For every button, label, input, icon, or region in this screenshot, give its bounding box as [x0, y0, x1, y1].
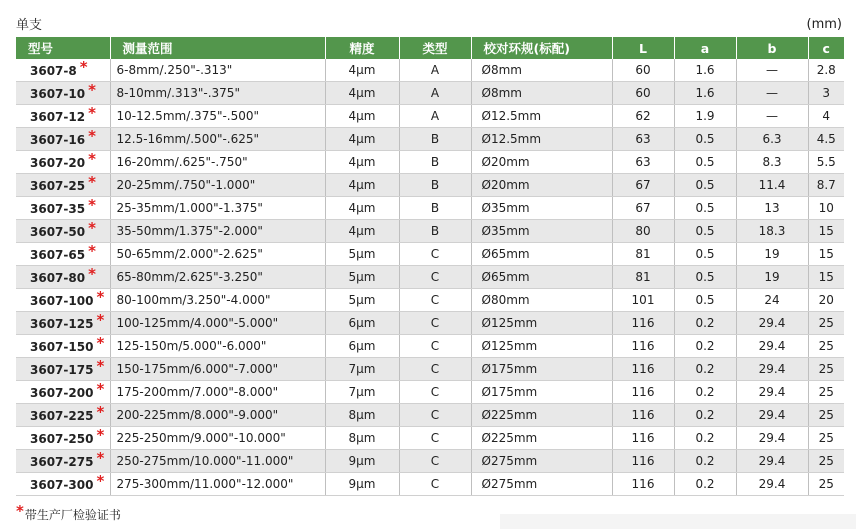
table-cell: 29.4	[736, 381, 808, 404]
table-row	[16, 266, 844, 289]
table-cell: 25	[808, 450, 844, 473]
table-cell: B	[399, 151, 471, 174]
table-cell: B	[399, 197, 471, 220]
table-cell: B	[399, 174, 471, 197]
table-cell: 8-10mm/.313"-.375"	[110, 82, 325, 105]
table-cell: 4µm	[325, 82, 399, 105]
table-cell: 80	[612, 220, 674, 243]
table-cell	[16, 404, 110, 427]
table-cell: 116	[612, 312, 674, 335]
table-cell: C	[399, 335, 471, 358]
table-cell: 81	[612, 243, 674, 266]
table-cell: 63	[612, 128, 674, 151]
table-cell: 150-175mm/6.000"-7.000"	[110, 358, 325, 381]
table-cell: A	[399, 105, 471, 128]
table-cell: 116	[612, 473, 674, 496]
table-cell: 175-200mm/7.000"-8.000"	[110, 381, 325, 404]
table-cell: 16-20mm/.625"-.750"	[110, 151, 325, 174]
table-cell: Ø20mm	[471, 151, 612, 174]
table-cell: B	[399, 220, 471, 243]
table-cell: A	[399, 82, 471, 105]
table-cell: 24	[736, 289, 808, 312]
table-cell: 4µm	[325, 197, 399, 220]
table-cell: —	[736, 59, 808, 82]
table-cell	[16, 197, 110, 220]
table-cell: 0.5	[674, 151, 736, 174]
table-cell: 0.5	[674, 197, 736, 220]
table-row	[16, 59, 844, 82]
table-cell: 0.5	[674, 243, 736, 266]
table-cell: 25	[808, 404, 844, 427]
table-cell: 4µm	[325, 59, 399, 82]
table-row	[16, 289, 844, 312]
model-number: 3607-225	[30, 409, 94, 423]
table-cell: 8.3	[736, 151, 808, 174]
table-cell: 5.5	[808, 151, 844, 174]
table-cell	[16, 151, 110, 174]
table-cell: —	[736, 82, 808, 105]
table-cell: 116	[612, 358, 674, 381]
table-cell: 6.3	[736, 128, 808, 151]
table-cell: C	[399, 427, 471, 450]
table-cell: C	[399, 312, 471, 335]
table-row	[16, 473, 844, 496]
table-cell: 8µm	[325, 404, 399, 427]
table-cell: C	[399, 266, 471, 289]
table-cell: 1.6	[674, 59, 736, 82]
table-cell: 25	[808, 381, 844, 404]
table-cell	[16, 450, 110, 473]
table-cell: 0.5	[674, 220, 736, 243]
table-cell: 3	[808, 82, 844, 105]
certificate-star-icon: *	[88, 127, 96, 145]
table-cell	[16, 473, 110, 496]
table-cell	[16, 266, 110, 289]
table-cell: Ø225mm	[471, 404, 612, 427]
table-cell: 65-80mm/2.625"-3.250"	[110, 266, 325, 289]
table-cell: 0.2	[674, 358, 736, 381]
table-row	[16, 312, 844, 335]
table-cell: 25	[808, 335, 844, 358]
table-row	[16, 404, 844, 427]
footnote	[16, 502, 121, 523]
table-cell: Ø175mm	[471, 358, 612, 381]
table-cell: Ø175mm	[471, 381, 612, 404]
header-cell: 精度	[325, 37, 399, 59]
table-cell: 29.4	[736, 427, 808, 450]
certificate-star-icon: *	[96, 403, 105, 421]
table-row	[16, 174, 844, 197]
table-cell	[16, 105, 110, 128]
certificate-star-icon: *	[96, 426, 105, 444]
table-cell: B	[399, 128, 471, 151]
table-cell: 19	[736, 266, 808, 289]
certificate-star-icon: *	[88, 150, 96, 168]
table-cell: 125-150m/5.000"-6.000"	[110, 335, 325, 358]
model-number: 3607-20	[30, 156, 86, 170]
model-number: 3607-65	[30, 248, 86, 262]
table-cell: 25	[808, 358, 844, 381]
table-cell: 19	[736, 243, 808, 266]
table-cell: 67	[612, 174, 674, 197]
table-cell: Ø125mm	[471, 335, 612, 358]
table-row	[16, 335, 844, 358]
table-cell: 7µm	[325, 358, 399, 381]
table-cell: 81	[612, 266, 674, 289]
table-header-row	[16, 37, 844, 59]
certificate-star-icon: *	[96, 449, 105, 467]
table-cell: 29.4	[736, 450, 808, 473]
certificate-star-icon: *	[96, 472, 105, 490]
certificate-star-icon: *	[88, 242, 96, 260]
table-cell: Ø275mm	[471, 450, 612, 473]
table-cell: 4µm	[325, 128, 399, 151]
table-cell: 9µm	[325, 473, 399, 496]
table-cell: 0.5	[674, 289, 736, 312]
certificate-star-icon: *	[96, 288, 105, 306]
table-cell: 225-250mm/9.000"-10.000"	[110, 427, 325, 450]
header-cell: 校对环规(标配)	[471, 37, 612, 59]
table-row	[16, 151, 844, 174]
page-title: 单支	[16, 18, 43, 33]
table-cell: Ø35mm	[471, 220, 612, 243]
table-cell: Ø125mm	[471, 312, 612, 335]
table-cell: 4µm	[325, 174, 399, 197]
table-cell: 80-100mm/3.250"-4.000"	[110, 289, 325, 312]
table-cell: 60	[612, 82, 674, 105]
table-cell: 25	[808, 427, 844, 450]
table-cell: 35-50mm/1.375"-2.000"	[110, 220, 325, 243]
table-cell: 25-35mm/1.000"-1.375"	[110, 197, 325, 220]
model-number: 3607-10	[30, 87, 86, 101]
header-cell: 测量范围	[110, 37, 325, 59]
table-cell: 13	[736, 197, 808, 220]
table-cell	[16, 59, 110, 82]
table-cell: 0.5	[674, 266, 736, 289]
table-cell: 8.7	[808, 174, 844, 197]
table-cell: 116	[612, 381, 674, 404]
table-row	[16, 358, 844, 381]
table-cell: 20-25mm/.750"-1.000"	[110, 174, 325, 197]
table-row	[16, 105, 844, 128]
model-number: 3607-8	[30, 64, 77, 78]
table-cell	[16, 220, 110, 243]
table-cell: 7µm	[325, 381, 399, 404]
header-cell: 类型	[399, 37, 471, 59]
certificate-star-icon: *	[88, 196, 96, 214]
model-number: 3607-250	[30, 432, 94, 446]
certificate-star-icon: *	[96, 311, 105, 329]
table-cell: C	[399, 381, 471, 404]
table-cell: 116	[612, 427, 674, 450]
table-cell: 0.5	[674, 128, 736, 151]
table-cell: 12.5-16mm/.500"-.625"	[110, 128, 325, 151]
table-cell: 10-12.5mm/.375"-.500"	[110, 105, 325, 128]
footnote-text: 带生产厂检验证书	[24, 508, 121, 522]
table-cell: 1.9	[674, 105, 736, 128]
table-cell: 5µm	[325, 289, 399, 312]
table-row	[16, 381, 844, 404]
table-cell	[16, 174, 110, 197]
table-cell: 5µm	[325, 243, 399, 266]
table-cell: 250-275mm/10.000"-11.000"	[110, 450, 325, 473]
table-row	[16, 82, 844, 105]
table-cell: 0.2	[674, 473, 736, 496]
header-cell: L	[612, 37, 674, 59]
table-cell: 62	[612, 105, 674, 128]
table-cell: 100-125mm/4.000"-5.000"	[110, 312, 325, 335]
header-cell: c	[808, 37, 844, 59]
table-row	[16, 220, 844, 243]
certificate-star-icon: *	[88, 81, 96, 99]
certificate-star-icon: *	[88, 173, 96, 191]
table-cell: C	[399, 358, 471, 381]
model-number: 3607-16	[30, 133, 86, 147]
table-cell: Ø275mm	[471, 473, 612, 496]
table-cell: 11.4	[736, 174, 808, 197]
model-number: 3607-35	[30, 202, 86, 216]
certificate-star-icon: *	[16, 502, 24, 520]
table-cell: 0.2	[674, 312, 736, 335]
table-cell: 50-65mm/2.000"-2.625"	[110, 243, 325, 266]
header-cell: a	[674, 37, 736, 59]
table-cell: 29.4	[736, 312, 808, 335]
table-cell: 9µm	[325, 450, 399, 473]
header-cell: 型号	[16, 37, 110, 59]
model-number: 3607-200	[30, 386, 94, 400]
table-row	[16, 450, 844, 473]
table-body	[16, 59, 844, 496]
spec-table	[16, 37, 844, 496]
table-cell: 29.4	[736, 404, 808, 427]
certificate-star-icon: *	[96, 334, 105, 352]
table-cell: 200-225mm/8.000"-9.000"	[110, 404, 325, 427]
table-cell: Ø225mm	[471, 427, 612, 450]
table-row	[16, 243, 844, 266]
table-cell: 18.3	[736, 220, 808, 243]
table-cell: 8µm	[325, 427, 399, 450]
table-cell	[16, 82, 110, 105]
table-cell: 0.2	[674, 427, 736, 450]
table-cell: C	[399, 289, 471, 312]
certificate-star-icon: *	[88, 265, 96, 283]
table-cell: 2.8	[808, 59, 844, 82]
table-cell: 20	[808, 289, 844, 312]
table-cell	[16, 358, 110, 381]
table-cell: Ø80mm	[471, 289, 612, 312]
certificate-star-icon: *	[79, 58, 88, 76]
certificate-star-icon: *	[88, 104, 96, 122]
table-cell: 63	[612, 151, 674, 174]
table-cell: 25	[808, 473, 844, 496]
table-cell: 4µm	[325, 105, 399, 128]
table-cell	[16, 312, 110, 335]
table-cell: Ø12.5mm	[471, 105, 612, 128]
table-cell: A	[399, 59, 471, 82]
table-cell: 4µm	[325, 151, 399, 174]
table-cell: 29.4	[736, 335, 808, 358]
table-cell: 116	[612, 404, 674, 427]
table-cell: Ø65mm	[471, 243, 612, 266]
footer-band	[500, 514, 856, 529]
table-cell: 1.6	[674, 82, 736, 105]
table-row	[16, 128, 844, 151]
table-cell: 15	[808, 243, 844, 266]
table-cell: 15	[808, 266, 844, 289]
table-cell: 4µm	[325, 220, 399, 243]
model-number: 3607-50	[30, 225, 86, 239]
table-cell: 25	[808, 312, 844, 335]
table-cell: 116	[612, 450, 674, 473]
table-cell: 29.4	[736, 358, 808, 381]
model-number: 3607-12	[30, 110, 86, 124]
table-cell: 67	[612, 197, 674, 220]
table-cell: Ø12.5mm	[471, 128, 612, 151]
table-row	[16, 197, 844, 220]
table-cell	[16, 427, 110, 450]
table-cell: 15	[808, 220, 844, 243]
certificate-star-icon: *	[96, 380, 105, 398]
table-cell	[16, 381, 110, 404]
table-cell	[16, 128, 110, 151]
table-cell: 0.2	[674, 404, 736, 427]
table-row	[16, 427, 844, 450]
table-cell: 6-8mm/.250"-.313"	[110, 59, 325, 82]
model-number: 3607-300	[30, 478, 94, 492]
model-number: 3607-175	[30, 363, 94, 377]
table-cell: Ø35mm	[471, 197, 612, 220]
table-cell: 5µm	[325, 266, 399, 289]
table-cell: C	[399, 404, 471, 427]
table-cell	[16, 335, 110, 358]
table-cell: 4	[808, 105, 844, 128]
model-number: 3607-80	[30, 271, 86, 285]
table-cell: 4.5	[808, 128, 844, 151]
table-cell: 0.2	[674, 381, 736, 404]
unit-label: (mm)	[806, 17, 842, 32]
table-cell: C	[399, 243, 471, 266]
table-cell: C	[399, 473, 471, 496]
table-cell: 0.5	[674, 174, 736, 197]
model-number: 3607-275	[30, 455, 94, 469]
certificate-star-icon: *	[88, 219, 96, 237]
table-cell: C	[399, 450, 471, 473]
model-number: 3607-100	[30, 294, 94, 308]
model-number: 3607-150	[30, 340, 94, 354]
table-cell: 275-300mm/11.000"-12.000"	[110, 473, 325, 496]
table-cell: —	[736, 105, 808, 128]
model-number: 3607-25	[30, 179, 86, 193]
table-cell: Ø65mm	[471, 266, 612, 289]
table-cell: 10	[808, 197, 844, 220]
table-cell: 116	[612, 335, 674, 358]
table-cell: 29.4	[736, 473, 808, 496]
table-cell: Ø8mm	[471, 59, 612, 82]
table-cell: 60	[612, 59, 674, 82]
table-cell: 0.2	[674, 335, 736, 358]
table-cell: Ø8mm	[471, 82, 612, 105]
table-cell: 0.2	[674, 450, 736, 473]
table-cell: 6µm	[325, 312, 399, 335]
certificate-star-icon: *	[96, 357, 105, 375]
table-cell	[16, 243, 110, 266]
model-number: 3607-125	[30, 317, 94, 331]
table-cell: Ø20mm	[471, 174, 612, 197]
header-cell: b	[736, 37, 808, 59]
table-cell: 6µm	[325, 335, 399, 358]
table-cell	[16, 289, 110, 312]
table-cell: 101	[612, 289, 674, 312]
